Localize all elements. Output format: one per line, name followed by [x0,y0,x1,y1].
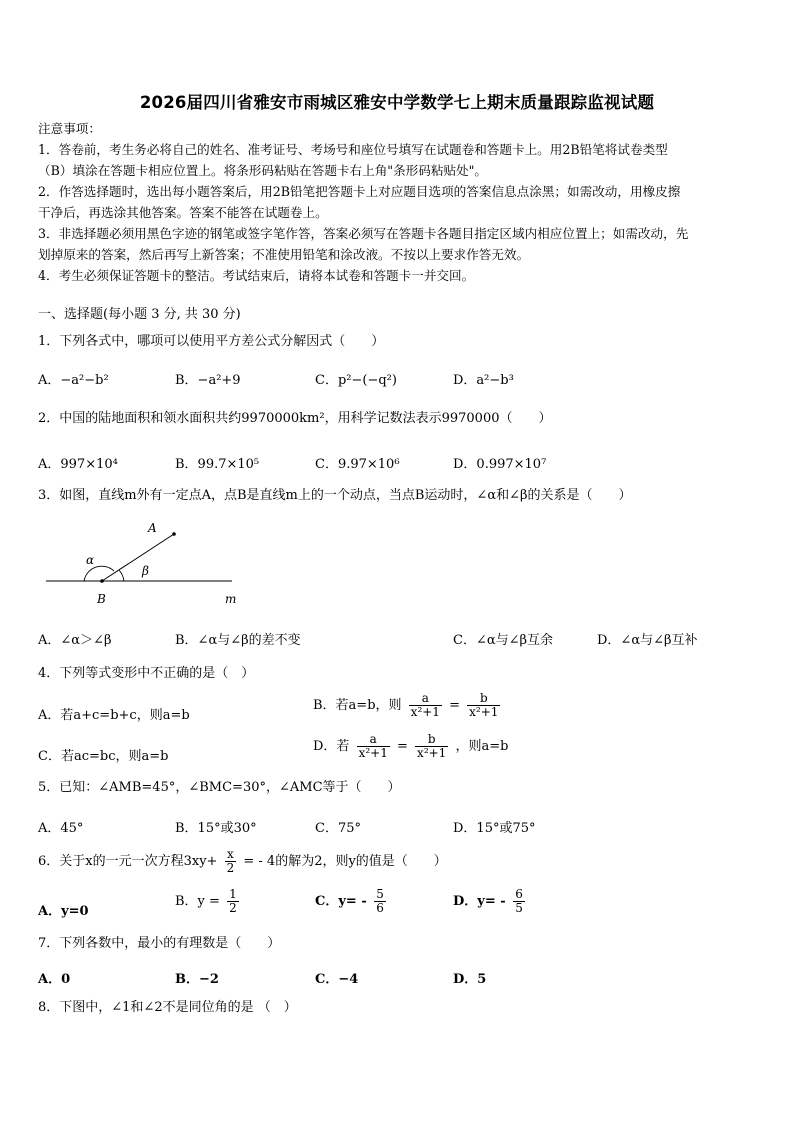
q5-option-d[interactable]: D．15°或75° [453,821,536,836]
numerator: 1 [229,887,237,901]
numerator: a [357,733,390,747]
label-b: B [97,592,106,606]
q6-option-a[interactable]: A．y=0 [38,904,89,919]
question-6-stem [38,848,447,875]
label-alpha: α [86,553,95,567]
q1-option-c[interactable]: C．p²−(−q²) [315,373,397,388]
q4-d-suffix: ，则a=b [455,739,509,755]
q6-b-prefix: B．y = [175,894,220,910]
q4-option-b[interactable] [313,692,503,719]
label-m: m [225,592,237,606]
equals-sign: = [449,698,460,714]
question-7-stem: 7．下列各数中，最小的有理数是（ ） [38,936,281,951]
q1-option-b[interactable]: B．−a²+9 [175,373,241,388]
q4-option-d[interactable] [313,733,508,760]
q4-d-prefix: D．若 [313,739,350,755]
fraction [357,733,390,760]
denominator: x²+1 [358,746,388,761]
q7-option-d[interactable]: D．5 [453,972,487,987]
q5-option-b[interactable]: B．15°或30° [175,821,257,836]
denominator: 2 [229,901,237,916]
q6-d-prefix: D．y= - [453,894,506,910]
q7-option-a[interactable]: A．0 [38,972,71,987]
notice-line: （B）填涂在答题卡相应位置上。将条形码粘贴在答题卡右上角"条形码粘贴处"。 [38,163,488,178]
point-b [100,579,104,583]
fraction [225,848,237,875]
q4-option-c[interactable]: C．若ac=bc，则a=b [38,749,169,764]
q7-option-b[interactable]: B．−2 [175,972,219,987]
q3-figure [40,518,250,610]
question-1-stem: 1．下列各式中，哪项可以使用平方差公式分解因式（ ） [38,334,385,349]
question-5-stem: 5．已知：∠AMB=45°，∠BMC=30°，∠AMC等于（ ） [38,780,401,795]
fraction [513,888,525,915]
notice-line: 4．考生必须保证答题卡的整洁。考试结束后，请将本试卷和答题卡一并交回。 [38,268,475,283]
arc-alpha [84,566,114,581]
point-a [172,532,176,536]
q5-option-a[interactable]: A．45° [38,821,84,836]
fraction [467,692,500,719]
denominator: x²+1 [410,705,440,720]
q6-option-b[interactable] [175,888,242,915]
label-beta: β [142,564,149,578]
denominator: 5 [515,901,523,916]
fraction [227,888,239,915]
q6-stem-prefix: 6．关于x的一元一次方程3xy+ [38,854,218,870]
notice-line: 3．非选择题必须用黑色字迹的钢笔或签字笔作答，答案必须写在答题卡各题目指定区域内相应位置上；如需改动，先 [38,226,689,241]
denominator: 2 [226,861,235,876]
q3-option-b[interactable]: B．∠α与∠β的差不变 [175,633,301,648]
fraction [415,733,448,760]
q6-c-prefix: C．y= - [315,894,367,910]
q1-option-a[interactable]: A．−a²−b² [38,373,109,388]
notice-line: 干净后，再选涂其他答案。答案不能答在试题卷上。 [38,205,328,220]
fraction [374,888,386,915]
q3-option-d[interactable]: D．∠α与∠β互补 [597,633,698,648]
numerator: a [409,692,442,706]
numerator: b [467,692,500,706]
q6-option-d[interactable] [453,888,528,915]
notice-heading: 注意事项： [38,121,101,136]
question-8-stem: 8．下图中，∠1和∠2不是同位角的是 （ ） [38,1000,297,1015]
q3-option-c[interactable]: C．∠α与∠β互余 [453,633,554,648]
q2-option-d[interactable]: D．0.997×10⁷ [453,457,547,472]
denominator: x²+1 [469,705,499,720]
notice-line: 2．作答选择题时，选出每小题答案后，用2B铅笔把答题卡上对应题目选项的答案信息点涂黑；如需改动，用橡皮擦 [38,184,681,199]
numerator: x [225,848,237,862]
q6-option-c[interactable] [315,888,389,915]
question-3-stem: 3．如图，直线m外有一定点A，点B是直线m上的一个动点，当点B运动时，∠α和∠β的关系是（ ） [38,488,632,503]
denominator: 6 [376,901,384,916]
q1-option-d[interactable]: D．a²−b³ [453,373,514,388]
numerator: b [415,733,448,747]
q4-option-a[interactable]: A．若a+c=b+c，则a=b [38,708,190,723]
q7-option-c[interactable]: C．−4 [315,972,359,987]
notice-line: 划掉原来的答案，然后再写上新答案；不准使用铅笔和涂改液。不按以上要求作答无效。 [38,247,530,262]
q4-b-prefix: B．若a=b，则 [313,698,402,714]
q5-option-c[interactable]: C．75° [315,821,361,836]
question-2-stem: 2．中国的陆地面积和领水面积共约9970000km²，用科学记数法表示9970000（ ） [38,411,552,426]
q2-option-b[interactable]: B．99.7×10⁵ [175,457,260,472]
q2-option-a[interactable]: A．997×10⁴ [38,457,118,472]
numerator: 5 [376,887,384,901]
section-heading: 一、选择题(每小题 3 分, 共 30 分) [38,307,241,322]
question-4-stem: 4．下列等式变形中不正确的是（ ） [38,666,255,681]
q2-option-c[interactable]: C．9.97×10⁶ [315,457,400,472]
arc-beta [119,570,124,581]
fraction [409,692,442,719]
page-title: 2026届四川省雅安市雨城区雅安中学数学七上期末质量跟踪监视试题 [139,93,655,112]
numerator: 6 [515,887,523,901]
segment-ba [102,534,174,581]
label-a: A [148,521,157,535]
q3-option-a[interactable]: A．∠α＞∠β [38,633,112,648]
equals-sign: = [397,739,408,755]
denominator: x²+1 [417,746,447,761]
notice-line: 1．答卷前，考生务必将自己的姓名、准考证号、考场号和座位号填写在试题卷和答题卡上。用2B铅笔将试卷类型 [38,142,668,157]
q6-stem-suffix: = - 4的解为2，则y的值是（ ） [243,854,447,870]
